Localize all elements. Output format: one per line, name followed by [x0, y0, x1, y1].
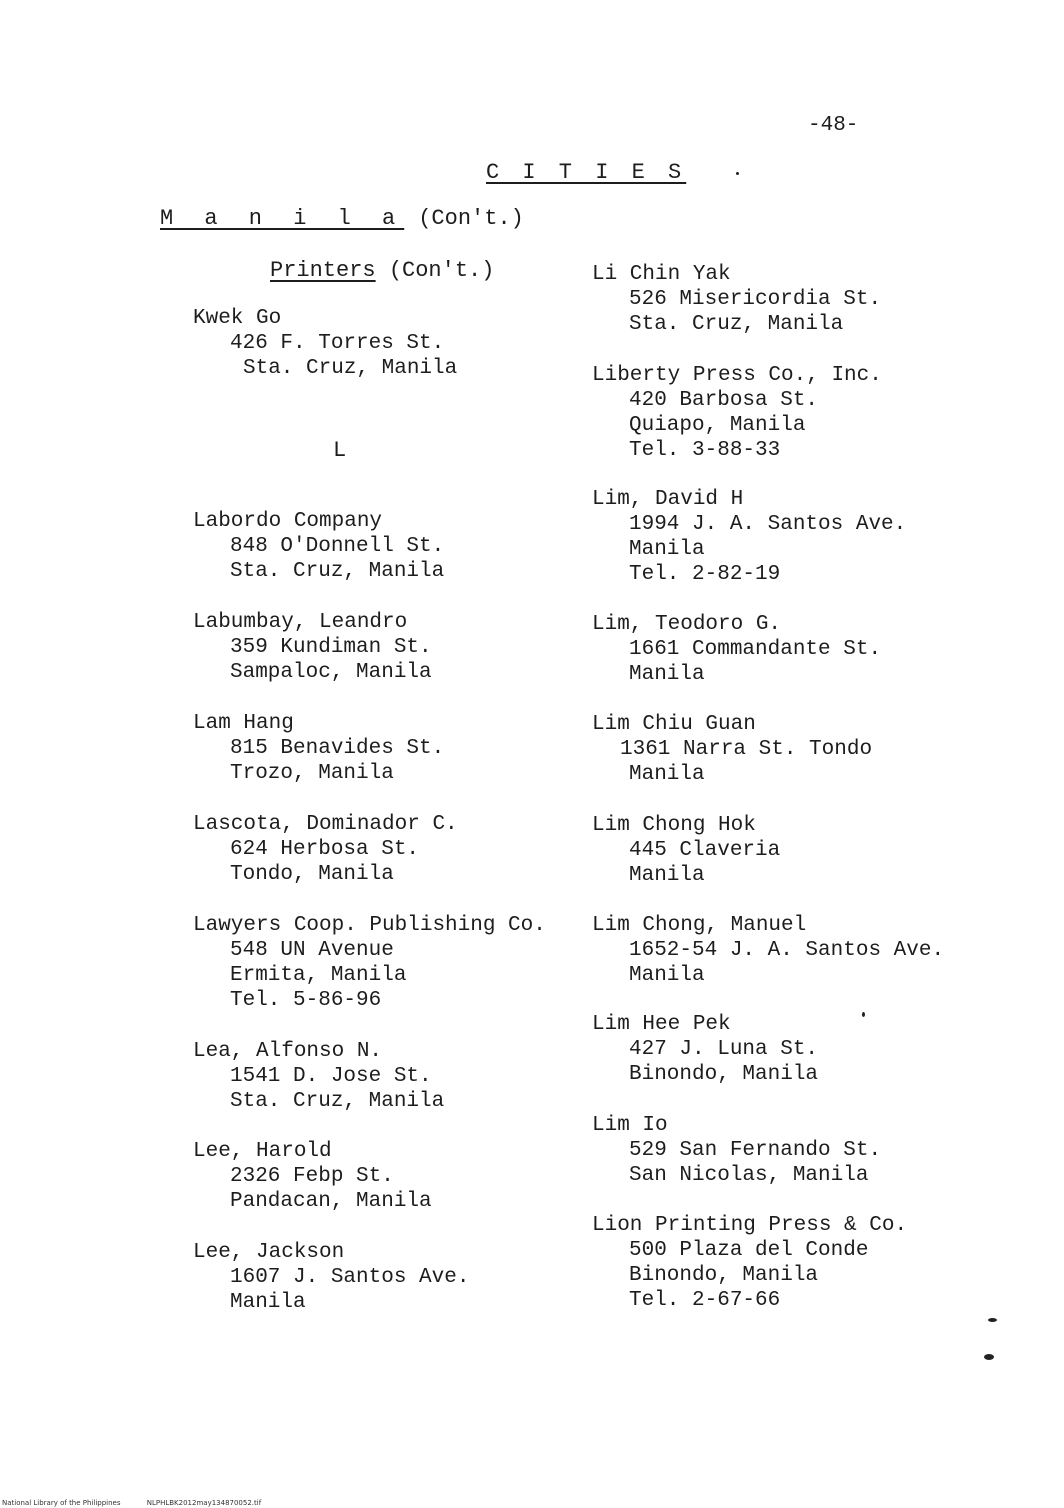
entry-address-line: Trozo, Manila [230, 762, 394, 785]
directory-entry [592, 813, 780, 888]
entry-name: Labordo Company [193, 510, 383, 533]
entry-address-line: 359 Kundiman St. [230, 636, 432, 659]
entry-address-line: 815 Benavides St. [230, 737, 445, 760]
entry-address-line: Manila [629, 763, 705, 786]
section-continued-label: (Con't.) [388, 258, 495, 283]
scan-speck [862, 1012, 865, 1017]
directory-entry [193, 610, 432, 685]
entry-address-line: 848 O'Donnell St. [230, 535, 445, 558]
directory-entry [193, 1039, 444, 1114]
entry-address-line: Tel. 2-67-66 [629, 1289, 781, 1312]
section-heading [270, 258, 494, 283]
entry-name: Li Chin Yak [592, 263, 731, 286]
entry-address-line: 526 Misericordia St. [629, 288, 882, 311]
entry-address-line: Manila [629, 964, 705, 987]
entry-address-line: 1661 Commandante St. [629, 638, 882, 661]
entry-address-line: 1607 J. Santos Ave. [230, 1266, 470, 1289]
scan-footer [2, 1499, 285, 1507]
entry-name: Lim Io [592, 1114, 668, 1137]
entry-name: Lascota, Dominador C. [193, 813, 458, 836]
scan-speck [984, 1354, 994, 1360]
page-number: -48- [808, 114, 859, 137]
entry-address-line: 420 Barbosa St. [629, 389, 819, 412]
directory-entry [592, 262, 881, 337]
entry-address-line: Tel. 5-86-96 [230, 989, 382, 1012]
page-title: C I T I E S [486, 160, 687, 185]
entry-name: Lim Hee Pek [592, 1013, 731, 1036]
entry-address-line: 500 Plaza del Conde [629, 1239, 869, 1262]
entry-address-line: Manila [629, 538, 705, 561]
entry-address-line: Tel. 3-88-33 [629, 439, 781, 462]
city-continued-label: (Con't.) [418, 206, 524, 231]
entry-address-line: Sta. Cruz, Manila [230, 1090, 445, 1113]
entry-address-line: 426 F. Torres St. [230, 332, 445, 355]
entry-address-line: Pandacan, Manila [230, 1190, 432, 1213]
entry-address-line: Manila [629, 864, 705, 887]
file-identifier: NLPHLBK2012may134870052.tif [146, 1499, 262, 1507]
directory-entry [193, 812, 458, 887]
entry-address-line: Sta. Cruz, Manila [243, 357, 458, 380]
entry-name: Lee, Harold [193, 1140, 332, 1163]
entry-address-line: Sampaloc, Manila [230, 661, 432, 684]
entry-address-line: 529 San Fernando St. [629, 1139, 882, 1162]
directory-entry [193, 1139, 432, 1214]
entry-address-line: 1541 D. Jose St. [230, 1065, 432, 1088]
directory-entry [592, 913, 944, 988]
entry-address-line: Sta. Cruz, Manila [629, 313, 844, 336]
entry-address-line: 1994 J. A. Santos Ave. [629, 513, 907, 536]
entry-name: Lea, Alfonso N. [193, 1040, 383, 1063]
directory-entry [193, 913, 546, 1013]
entry-name: Lawyers Coop. Publishing Co. [193, 914, 546, 937]
entry-address-line: 1652-54 J. A. Santos Ave. [629, 939, 945, 962]
entry-name: Lim, David H [592, 488, 744, 511]
entry-address-line: 2326 Febp St. [230, 1165, 394, 1188]
directory-entry [592, 1113, 881, 1188]
entry-address-line: Binondo, Manila [629, 1264, 819, 1287]
scan-speck [736, 172, 739, 175]
city-name: M a n i l a [160, 206, 405, 231]
section-name: Printers [270, 258, 376, 283]
entry-name: Liberty Press Co., Inc. [592, 364, 882, 387]
entry-address-line: Sta. Cruz, Manila [230, 560, 445, 583]
entry-name: Lee, Jackson [193, 1241, 345, 1264]
entry-address-line: Manila [629, 663, 705, 686]
directory-entry [592, 712, 872, 787]
scan-speck [988, 1318, 997, 1322]
entry-name: Lim, Teodoro G. [592, 613, 782, 636]
letter-divider: L [333, 438, 347, 463]
directory-entry [193, 509, 444, 584]
entry-name: Kwek Go [193, 307, 282, 330]
entry-address-line: San Nicolas, Manila [629, 1164, 869, 1187]
entry-address-line: 427 J. Luna St. [629, 1038, 819, 1061]
entry-name: Labumbay, Leandro [193, 611, 408, 634]
entry-name: Lim Chong Hok [592, 814, 756, 837]
entry-address-line: 445 Claveria [629, 839, 781, 862]
entry-address-line: 548 UN Avenue [230, 939, 394, 962]
library-credit: National Library of the Philippines [2, 1499, 121, 1507]
entry-address-line: Ermita, Manila [230, 964, 407, 987]
entry-address-line: Tel. 2-82-19 [629, 563, 781, 586]
entry-name: Lion Printing Press & Co. [592, 1214, 908, 1237]
entry-address-line: Tondo, Manila [230, 863, 394, 886]
directory-entry [592, 1213, 907, 1313]
directory-entry [193, 1240, 469, 1315]
entry-address-line: 624 Herbosa St. [230, 838, 420, 861]
entry-name: Lim Chiu Guan [592, 713, 756, 736]
city-heading [160, 206, 524, 231]
entry-name: Lam Hang [193, 712, 294, 735]
entry-address-line: Quiapo, Manila [629, 414, 806, 437]
entry-name: Lim Chong, Manuel [592, 914, 807, 937]
entry-address-line: Manila [230, 1291, 306, 1314]
entry-address-line: Binondo, Manila [629, 1063, 819, 1086]
entry-address-line: 1361 Narra St. Tondo [620, 738, 873, 761]
directory-entry [592, 487, 906, 587]
directory-entry [592, 363, 882, 463]
directory-entry [193, 306, 457, 381]
directory-entry [592, 612, 881, 687]
directory-entry [193, 711, 444, 786]
directory-entry [592, 1012, 818, 1087]
